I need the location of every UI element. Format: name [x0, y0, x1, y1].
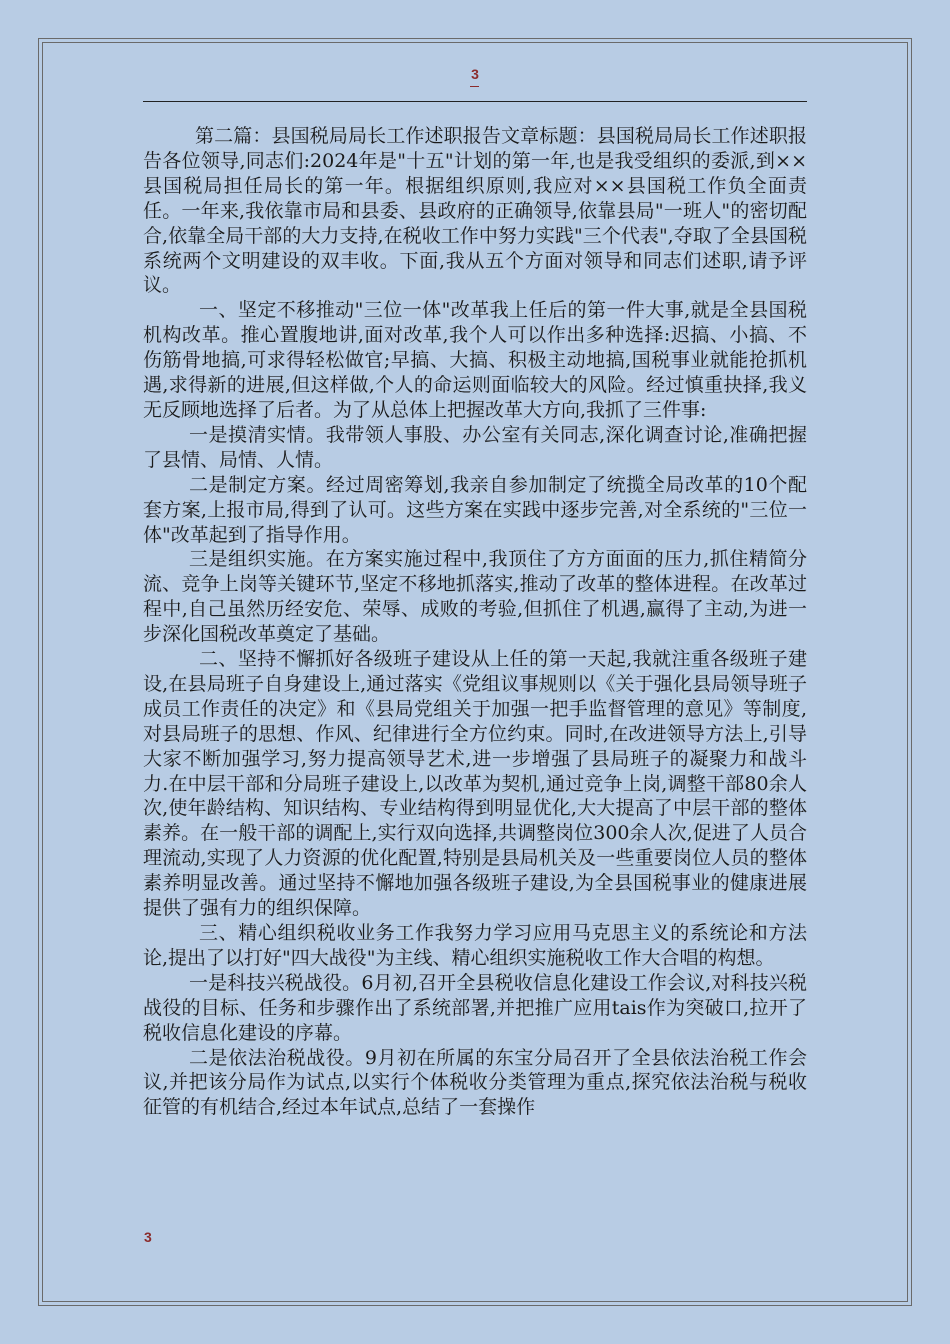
paragraph-item-2: 二是制定方案。经过周密筹划,我亲自参加制定了统揽全局改革的10个配套方案,上报市局,得到了认可。这些方案在实践中逐步完善,对全系统的"三位一体"改革起到了指导作用。 [143, 473, 807, 546]
document-body [143, 124, 807, 1224]
footer-page-number: 3 [144, 1229, 152, 1245]
header-underline [470, 86, 479, 87]
paragraph-intro: 第二篇：县国税局局长工作述职报告文章标题：县国税局局长工作述职报告各位领导,同志们:2024年是"十五"计划的第一年,也是我受组织的委派,到××县国税局担任局长的第一年。根据组织原则,我应对××县国税工作负全面责任。一年来,我依靠市局和县委、县政府的正确领导,依靠县局"一班人"的密切配合,依靠全局干部的大力支持,在税收工作中努力实践"三个代表",夺取了全县国税系统两个文明建设的双丰收。下面,我从五个方面对领导和同志们述职,请予评议。 [143, 125, 807, 297]
header-page-number: 3 [471, 66, 479, 82]
paragraph-item-5: 二是依法治税战役。9月初在所属的东宝分局召开了全县依法治税工作会议,并把该分局作为试点,以实行个体税收分类管理为重点,探究依法治税与税收征管的有机结合,经过本年试点,总结了一套操作 [143, 1046, 807, 1119]
paragraph-item-3: 三是组织实施。在方案实施过程中,我顶住了方方面面的压力,抓住精简分流、竞争上岗等关键环节,坚定不移地抓落实,推动了改革的整体进程。在改革过程中,自己虽然历经安危、荣辱、成败的考验,但抓住了机遇,赢得了主动,为进一步深化国税改革奠定了基础。 [143, 548, 807, 646]
paragraph-section-1: 一、坚定不移推动"三位一体"改革我上任后的第一件大事,就是全县国税机构改革。推心置腹地讲,面对改革,我个人可以作出多种选择:迟搞、小搞、不伤筋骨地搞,可求得轻松做官;早搞、大搞、积极主动地搞,国税事业就能抢抓机遇,求得新的进展,但这样做,个人的命运则面临较大的风险。经过慎重抉择,我义无反顾地选择了后者。为了从总体上把握改革大方向,我抓了三件事: [143, 299, 807, 421]
paragraph-item-4: 一是科技兴税战役。6月初,召开全县税收信息化建设工作会议,对科技兴税战役的目标、任务和步骤作出了系统部署,并把推广应用tais作为突破口,拉开了税收信息化建设的序幕。 [143, 971, 807, 1044]
paragraph-item-1: 一是摸清实情。我带领人事股、办公室有关同志,深化调查讨论,准确把握了县情、局情、人情。 [143, 423, 807, 471]
header-rule [143, 101, 807, 102]
paragraph-section-2: 二、坚持不懈抓好各级班子建设从上任的第一天起,我就注重各级班子建设,在县局班子自身建设上,通过落实《党组议事规则以《关于强化县局领导班子成员工作责任的决定》和《县局党组关于加强一把手监督管理的意见》等制度,对县局班子的思想、作风、纪律进行全方位约束。同时,在改进领导方法上,引导大家不断加强学习,努力提高领导艺术,进一步增强了县局班子的凝聚力和战斗力.在中层干部和分局班子建设上,以改革为契机,通过竞争上岗,调整干部80余人次,使年龄结构、知识结构、专业结构得到明显优化,大大提高了中层干部的整体素养。在一般干部的调配上,实行双向选择,共调整岗位300余人次,促进了人员合理流动,实现了人力资源的优化配置,特别是县局机关及一些重要岗位人员的整体素养明显改善。通过坚持不懈地加强各级班子建设,为全县国税事业的健康进展提供了强有力的组织保障。 [143, 648, 807, 920]
paragraph-section-3: 三、精心组织税收业务工作我努力学习应用马克思主义的系统论和方法论,提出了以打好"四大战役"为主线、精心组织实施税收工作大合唱的构想。 [143, 922, 807, 969]
